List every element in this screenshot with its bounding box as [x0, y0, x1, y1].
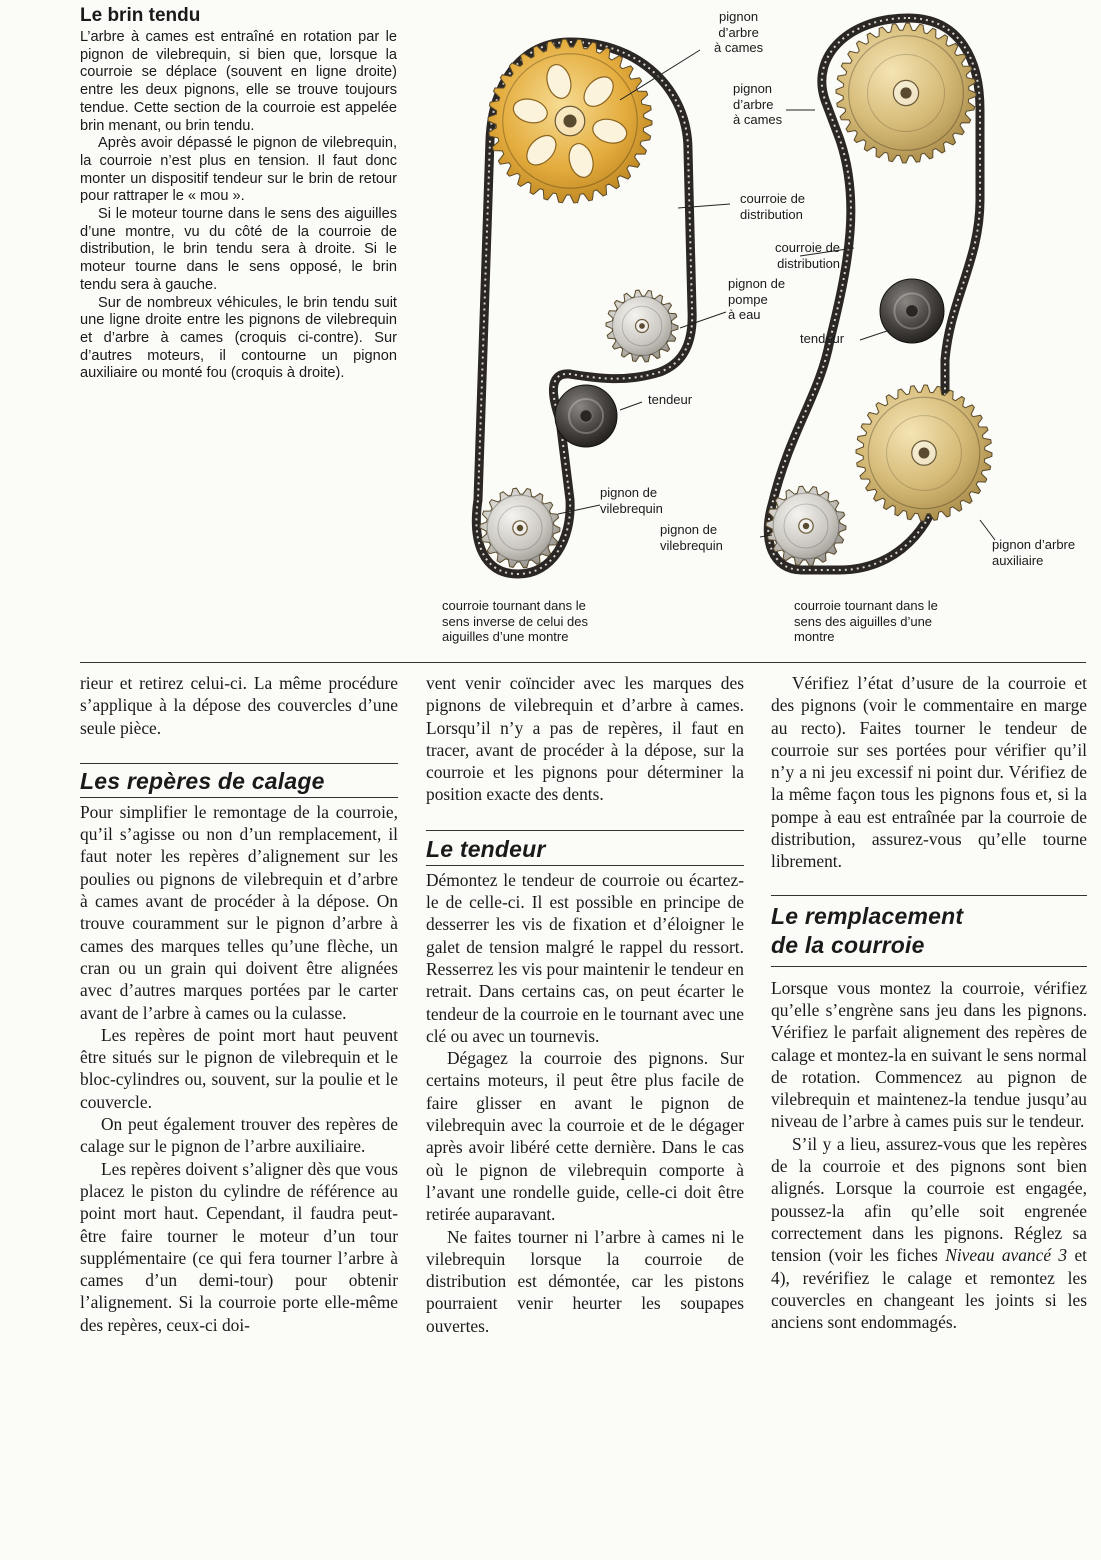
label-right-tensioner: tendeur — [800, 331, 845, 346]
section-calage — [80, 763, 398, 798]
label-left-tensioner: tendeur — [648, 392, 693, 407]
col2-continuation: vent venir coïncider avec les marques des pignons de vilebrequin et d’arbre à cames. Lorsqu’il n’y a pas de repères, il faut en tracer, avant de procéder à la dépose, sur la courroie et les pignons pour déterminer la position exacte des dents. — [426, 673, 744, 805]
col3-paragraph-1: Lorsque vous montez la courroie, vérifiez qu’elle s’engrène sans jeu dans les pignons. Vérifiez le parfait alignement des repères de calage et montez-la en suivant le sens normal de rotation. Commencez au pignon de vilebrequin et maintenez-la tendue jusqu’au niveau de l’arbre à cames puis sur le tendeur. — [771, 977, 1087, 1132]
text-column-1 — [80, 672, 398, 1336]
col2-paragraph-1: Démontez le tendeur de courroie ou écartez-le de celle-ci. Il est possible en principe de desserrer les vis de fixation et d’éloigner le galet de tension malgré le rappel du ressort. Resserrez les vis pour maintenir le tendeur en retrait. Dans certains cas, on peut écarter le tendeur de la courroie en le tournant avec une clé ou avec un tournevis. — [426, 869, 744, 1046]
text-column-3 — [771, 672, 1087, 1333]
intro-paragraph-4: Sur de nombreux véhicules, le brin tendu suit une ligne droite entre les pignons de vilebrequin et d’arbre à cames (croquis ci-contre). Sur d’autres moteurs, il contourne un pignon auxiliaire ou monté fou (croquis à droite). — [80, 294, 397, 382]
label-water-pump-sprocket: pignon de pompe à eau — [728, 276, 786, 322]
heading-tendeur: Le tendeur — [426, 835, 546, 862]
section-remplacement — [771, 895, 1087, 967]
intro-paragraph-3: Si le moteur tourne dans le sens des aiguilles d’une montre, vu du côté de la courroie de distribution, le brin tendu sera à droite. Si le moteur tourne dans le sens opposé, le brin tendu sera à gauche. — [80, 206, 397, 293]
label-right-crank-sprocket: pignon de vilebrequin — [660, 522, 723, 553]
section-tendeur — [426, 830, 744, 866]
tensioner-right — [880, 279, 944, 343]
intro-paragraph-1: L’arbre à cames est entraîné en rotation par le pignon de vilebrequin, si bien que, lorsque la courroie se déplace (souvent en ligne droite) entre les deux pignons, elle se trouve toujours tendue. Cette section de la courroie est appelée brin menant, ou brin tendu. — [80, 29, 397, 134]
col1-paragraph-4: Les repères doivent s’aligner dès que vous placez le piston du cylindre de référence au point mort haut. Cependant, il faudra peut-être faire tourner le moteur d’un tour supplémentaire (ce qui fera tourner l’arbre à cames d’un demi-tour) pour obtenir l’alignement. Si la courroie porte elle-même des repères, ceux-ci doi- — [80, 1158, 398, 1335]
label-aux-sprocket: pignon d’arbre auxiliaire — [992, 537, 1076, 568]
label-left-belt: courroie de distribution — [740, 191, 806, 222]
heading-remplacement-line1: Le remplacement — [771, 902, 964, 929]
intro-block — [80, 5, 397, 383]
label-right-cam-sprocket: pignon d’arbre à cames — [733, 81, 783, 127]
col3-continuation: Vérifiez l’état d’usure de la courroie et des pignons (voir le commentaire en marge au recto). Faites tourner le tendeur de courroie sur ses portées pour vérifier qu’il n’y a ni jeu excessif ni point dur. Vérifiez de la même façon tous les pignons fous et, si la pompe à eau est entraînée par la courroie de distribution, assurez-vous qu’elle tourne librement. — [771, 673, 1087, 872]
gear-left-crankshaft — [480, 488, 560, 568]
label-left-crank-sprocket: pignon de vilebrequin — [600, 485, 663, 516]
fiche-reference: Niveau avancé 3 — [945, 1245, 1068, 1266]
col1-continuation: rieur et retirez celui-ci. La même procédure s’applique à la dépose des couvercles d’une seule pièce. — [80, 673, 398, 738]
label-left-cam-sprocket: pignon d’arbre à cames — [714, 9, 764, 55]
leader-line — [620, 402, 642, 410]
gear-water-pump — [606, 290, 678, 362]
heading-reperes-calage: Les repères de calage — [80, 767, 325, 794]
gear-left-camshaft — [488, 39, 652, 203]
intro-title: Le brin tendu — [80, 5, 201, 26]
label-right-belt: courroie de distribution — [775, 240, 841, 271]
tensioner-left — [555, 385, 617, 447]
col2-paragraph-3: Ne faites tourner ni l’arbre à cames ni le vilebrequin lorsque la courroie de distribution est démontée, car les pistons pourraient venir heurter les soupapes ouvertes. — [426, 1226, 744, 1336]
intro-paragraph-2: Après avoir dépassé le pignon de vilebrequin, la courroie n’est plus en tension. Il faut donc monter un dispositif tendeur sur le brin de retour pour rattraper le « mou ». — [80, 135, 397, 205]
timing-belt-diagram — [420, 0, 1101, 660]
gear-auxiliary — [856, 385, 992, 521]
caption-right: courroie tournant dans le sens des aiguilles d’une montre — [794, 598, 938, 644]
gear-right-camshaft — [836, 23, 976, 163]
col1-paragraph-1: Pour simplifier le remontage de la courroie, qu’il s’agisse ou non d’un remplacement, il faut noter les repères d’alignement sur les poulies ou pignons de vilebrequin et d’arbre à cames avant de procéder à la dépose. On trouve couramment sur le pignon d’arbre à cames des marques telles qu’une flèche, un cran ou un grain qui doivent être alignées avec d’autres marques portées par le carter avant de l’arbre à cames ou la culasse. — [80, 801, 398, 1023]
leader-line — [860, 330, 890, 340]
col3-paragraph-2: S’il y a lieu, assurez-vous que les repères de la courroie et des pignons sont bien alignés. Lorsque la courroie est engagée, poussez-la afin qu’elle soit engrenée correctement dans les pignons. Réglez sa tension (voir les fiches Niveau avancé 3 et 4), revérifiez le calage et remontez les couvercles en changeant les joints si les anciens sont endommagés. — [771, 1133, 1087, 1333]
col1-paragraph-3: On peut également trouver des repères de calage sur le pignon de l’arbre auxiliaire. — [80, 1114, 398, 1157]
heading-remplacement-line2: de la courroie — [771, 931, 925, 958]
col1-paragraph-2: Les repères de point mort haut peuvent être situés sur le pignon de vilebrequin et le bloc-cylindres ou, souvent, sur la poulie et le couvercle. — [80, 1024, 398, 1112]
col2-paragraph-2: Dégagez la courroie des pignons. Sur certains moteurs, il peut être plus facile de faire glisser en avant le pignon de vilebrequin avec la courroie et de le dégager après avoir libéré cette dernière. Dans le cas où le pignon de vilebrequin comporte à l’avant une rondelle guide, celle-ci doit être retirée auparavant. — [426, 1048, 744, 1225]
text-column-2 — [426, 672, 744, 1337]
section-divider — [80, 662, 1086, 663]
caption-left: courroie tournant dans le sens inverse de celui des aiguilles d’une montre — [442, 598, 588, 644]
leader-line — [680, 312, 726, 328]
leader-line — [558, 505, 600, 514]
